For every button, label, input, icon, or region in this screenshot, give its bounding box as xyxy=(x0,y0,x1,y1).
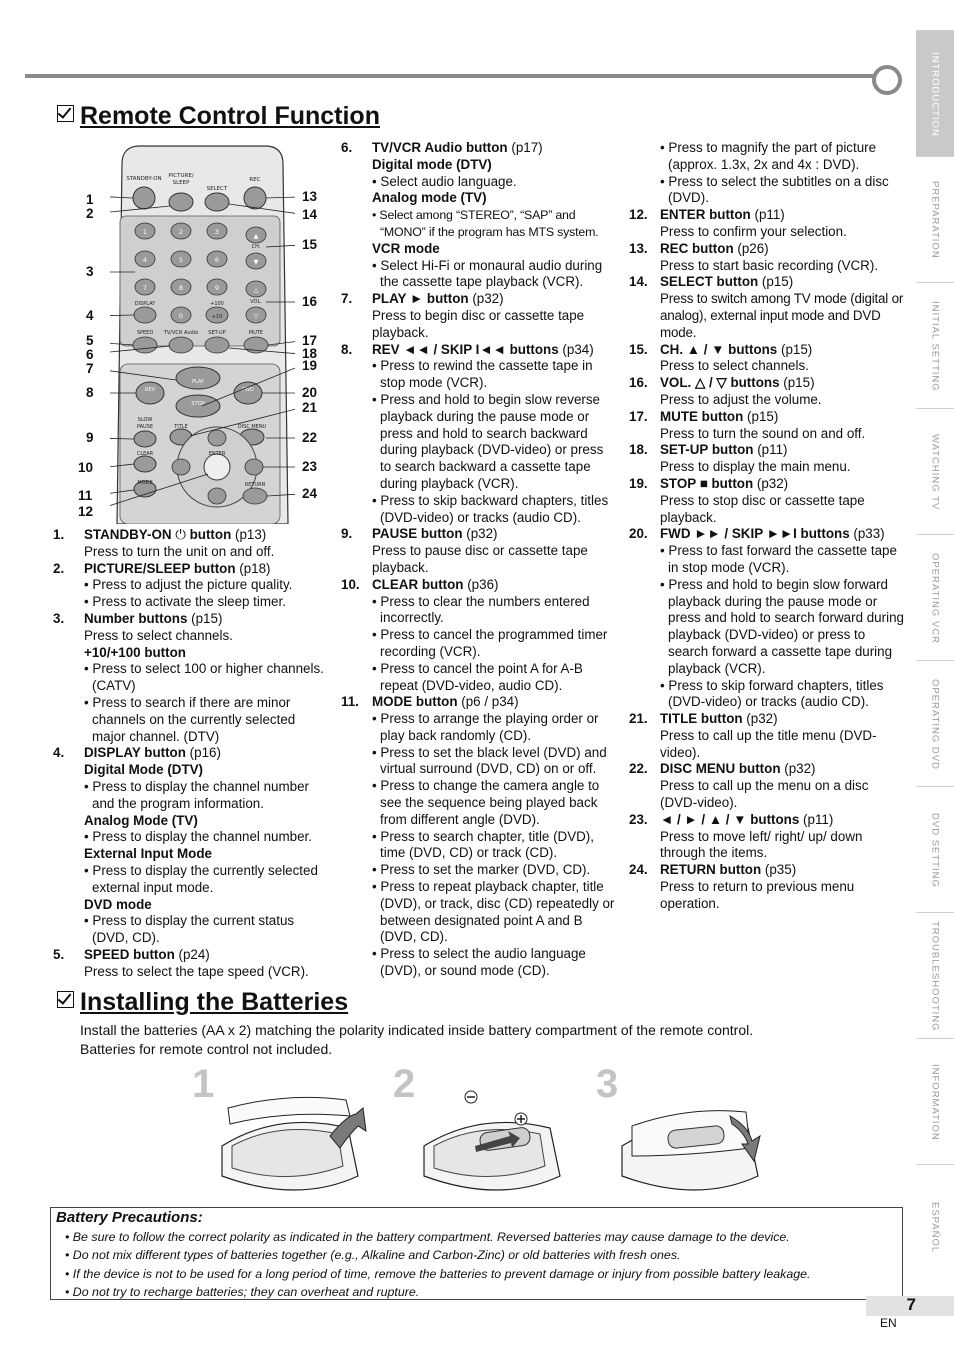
standby-button[interactable] xyxy=(133,187,155,209)
select-button[interactable] xyxy=(205,193,229,211)
tab-watching-tv[interactable]: WATCHING TV xyxy=(916,408,954,535)
tab-operating-dvd[interactable]: OPERATING DVD xyxy=(916,660,954,787)
display-button[interactable] xyxy=(134,307,156,323)
svg-text:3: 3 xyxy=(214,228,220,236)
checkbox-icon xyxy=(57,991,74,1008)
svg-text:▼: ▼ xyxy=(253,258,259,266)
svg-text:CLEAR: CLEAR xyxy=(136,451,154,457)
function-list-col1 xyxy=(53,527,328,981)
setup-button[interactable] xyxy=(205,337,229,353)
up-button[interactable] xyxy=(208,430,226,446)
step-number-1: 1 xyxy=(192,1062,215,1106)
list-item: 15. CH. ▲ / ▼ buttons (p15) Press to select channels. xyxy=(629,341,813,374)
svg-text:PLAY: PLAY xyxy=(191,379,205,385)
svg-text:▲: ▲ xyxy=(253,232,259,240)
language-code: EN xyxy=(880,1316,897,1330)
tab-initial-setting[interactable]: INITIAL SETTING xyxy=(916,282,954,409)
svg-text:8: 8 xyxy=(178,284,184,292)
page-number: 7 xyxy=(906,1295,916,1314)
svg-text:ENTER: ENTER xyxy=(208,451,226,457)
svg-text:TV/VCR Audio: TV/VCR Audio xyxy=(163,330,199,336)
page-number-bar xyxy=(866,1296,954,1316)
list-item: 5. SPEED button (p24) Press to select the tape speed (VCR). xyxy=(53,946,309,979)
label-standby: STANDBY-ON xyxy=(126,176,162,182)
svg-text:+100: +100 xyxy=(210,301,224,307)
pause-button[interactable] xyxy=(134,431,156,447)
label-picture: PICTURE/ xyxy=(168,173,194,179)
list-item: 9. PAUSE button (p32) Press to pause disc or cassette tape playback. xyxy=(341,526,588,575)
list-item: • Do not try to recharge batteries; they can overheat and rupture. xyxy=(65,1284,420,1299)
battery-step1-illustration xyxy=(218,1086,368,1204)
list-item: 21. TITLE button (p32) Press to call up the title menu (DVD-video). xyxy=(629,711,877,760)
tab-introduction[interactable]: INTRODUCTION xyxy=(916,30,954,157)
svg-text:MODE: MODE xyxy=(137,480,153,486)
left-button[interactable] xyxy=(172,459,190,475)
fwd-button[interactable] xyxy=(234,382,262,404)
battery-precautions-box: Battery Precautions: • Be sure to follow the correct polarity as indicated in the battery compartment. Reversed batteries may cause damage to the device. • Do not mix different types of batteries together (e.g., Alkaline and Carbon-Zinc) or old batteries with fresh ones. • If the device is not to be used for a long period of time, remove the batteries to prevent damage or injury from possible battery leakage. • Do not try to recharge batteries; they can overheat and rupture. xyxy=(50,1207,903,1300)
function-list-col2 xyxy=(341,140,617,980)
svg-text:5: 5 xyxy=(178,256,184,264)
svg-text:1: 1 xyxy=(142,228,148,236)
svg-text:TITLE: TITLE xyxy=(174,424,188,430)
picture-sleep-button[interactable] xyxy=(169,193,193,211)
play-button[interactable] xyxy=(176,367,220,389)
svg-text:DISC MENU: DISC MENU xyxy=(237,424,267,430)
list-item: 22. DISC MENU button (p32) Press to call up the menu on a disc (DVD-video). xyxy=(629,761,869,811)
speed-button[interactable] xyxy=(133,337,157,353)
svg-text:+10: +10 xyxy=(211,314,223,320)
svg-text:REV: REV xyxy=(144,387,156,393)
svg-text:▽: ▽ xyxy=(253,312,259,320)
label-select: SELECT xyxy=(206,186,228,192)
clear-button[interactable] xyxy=(134,456,156,472)
list-item: 1. STANDBY-ON ⏻ button (p13) Press to turn the unit on and off. xyxy=(53,527,275,559)
svg-text:0: 0 xyxy=(178,312,184,320)
list-item: 19. STOP ■ button (p32) Press to stop disc or cassette tape playback. xyxy=(629,475,865,525)
list-item: 8. REV ◄◄ / SKIP I◄◄ buttons (p34) • Press to rewind the cassette tape in stop mode (VCR). • Press and hold to begin slow reverse playback during the pause mode or press and hold to search backward during playback (DVD-video) or press to search backward a cassette tape during playback (VCR). • Press to skip backward chapters, titles (DVD-video) or tracks (audio CD). xyxy=(341,341,609,525)
svg-text:2: 2 xyxy=(178,228,184,236)
svg-text:SET-UP: SET-UP xyxy=(208,330,226,336)
right-button[interactable] xyxy=(245,459,263,475)
power-icon: ⏻ xyxy=(175,527,186,542)
header-circle xyxy=(872,65,902,95)
list-item: 11. MODE button (p6 / p34) • Press to arrange the playing order or play back randomly (CD). • Press to set the black level (DVD) and virtual surround (DVD, CD) on or off. • Press to change the camera angle to see the sequence being played back from different angle (DVD). • Press to search chapter, title (DVD), time (DVD, CD) or track (CD). • Press to set the marker (DVD, CD). • Press to repeat playback chapter, title (DVD), or track, disc (CD) repeatedly or between designated point A and B (DVD, CD). • Press to select the audio language (DVD), or sound mode (CD). xyxy=(341,694,615,979)
list-item: 17. MUTE button (p15) Press to turn the sound on and off. xyxy=(629,408,866,441)
battery-step3-illustration xyxy=(618,1086,768,1204)
remote-control-illustration xyxy=(110,144,295,524)
section-title-batteries: Installing the Batteries xyxy=(57,988,348,1017)
svg-text:△: △ xyxy=(253,286,259,294)
svg-text:VOL.: VOL. xyxy=(250,299,262,305)
svg-text:RETURN: RETURN xyxy=(244,482,266,488)
tab-espanol[interactable]: ESPAÑOL xyxy=(916,1164,954,1291)
side-tab-nav xyxy=(916,30,954,1290)
list-item: 20. FWD ►► / SKIP ►►I buttons (p33) • Press to fast forward the cassette tape in stop mode (VCR). • Press and hold to begin slow forward playback during the pause mode or press and hold to search forward during playback (DVD-video) or press to search forward a cassette tape during playback (VCR). • Press to skip forward chapters, titles (DVD-video) or tracks (audio CD). xyxy=(629,526,904,710)
svg-text:6: 6 xyxy=(214,256,220,264)
tab-operating-vcr[interactable]: OPERATING VCR xyxy=(916,534,954,661)
svg-text:PAUSE: PAUSE xyxy=(136,424,154,430)
svg-text:SLOW: SLOW xyxy=(137,417,153,423)
list-item: 18. SET-UP button (p11) Press to display the main menu. xyxy=(629,442,851,475)
list-item: 10. CLEAR button (p36) • Press to clear the numbers entered incorrectly. • Press to cancel the programmed timer recording (VCR). • Press to cancel the point A for A-B repeat (DVD-video, audio CD). xyxy=(341,576,608,693)
tab-troubleshooting[interactable]: TROUBLESHOOTING xyxy=(916,912,954,1039)
enter-button[interactable] xyxy=(204,454,230,480)
list-item: 12. ENTER button (p11) Press to confirm your selection. xyxy=(629,207,847,239)
svg-text:STOP: STOP xyxy=(191,401,205,407)
tv-vcr-audio-button[interactable] xyxy=(169,337,193,353)
step-number-2: 2 xyxy=(393,1062,416,1106)
svg-text:MUTE: MUTE xyxy=(248,330,264,336)
tab-preparation[interactable]: PREPARATION xyxy=(916,156,954,283)
list-item: 14. SELECT button (p15) Press to switch among TV mode (digital or analog), external input mode and DVD mode. xyxy=(629,274,904,340)
list-item: 6. TV/VCR Audio button (p17) Digital mode (DTV) • Select audio language. Analog mode (TV) • Select among “STEREO”, “SAP” and “MONO” if the program has MTS system. VCR mode • Select Hi-Fi or monaural audio during the cassette tape playback (VCR). xyxy=(341,140,603,290)
svg-text:DISPLAY: DISPLAY xyxy=(134,301,156,307)
list-item: • Do not mix different types of batteries together (e.g., Alkaline and Carbon-Zinc) or old batteries with fresh ones. xyxy=(65,1248,681,1263)
section-title-remote: Remote Control Function xyxy=(57,102,380,131)
step-number-3: 3 xyxy=(596,1062,619,1106)
rev-button[interactable] xyxy=(136,382,164,404)
list-item: 23. ◄ / ► / ▲ / ▼ buttons (p11) Press to move left/ right/ up/ down through the items. xyxy=(629,811,863,861)
list-item: • Press to magnify the part of picture (approx. 1.3x, 2x and 4x : DVD). • Press to select the subtitles on a disc (DVD). xyxy=(660,140,889,206)
list-item: • Be sure to follow the correct polarity as indicated in the battery compartment. Reversed batteries may cause damage to the device. xyxy=(65,1230,790,1244)
list-item: 24. RETURN button (p35) Press to return to previous menu operation. xyxy=(629,862,855,911)
list-item: 13. REC button (p26) Press to start basic recording (VCR). xyxy=(629,240,879,273)
return-button[interactable] xyxy=(243,488,267,504)
svg-text:SPEED: SPEED xyxy=(136,330,154,336)
battery-step2-illustration xyxy=(420,1086,570,1204)
checkbox-icon xyxy=(57,105,74,122)
svg-text:4: 4 xyxy=(142,256,148,264)
tab-dvd-setting[interactable]: DVD SETTING xyxy=(916,786,954,913)
list-item: • If the device is not to be used for a long period of time, remove the batteries to prevent damage or injury from possible battery leakage. xyxy=(65,1266,811,1281)
label-rec: REC xyxy=(249,177,261,183)
list-item: 3. Number buttons (p15) Press to select channels. +10/+100 button • Press to select 100 or higher channels. (CATV) • Press to search if there are minor channels on the currently selected major channel. (DTV) xyxy=(53,610,324,744)
down-button[interactable] xyxy=(208,488,226,504)
label-sleep: SLEEP xyxy=(172,180,190,186)
svg-text:7: 7 xyxy=(142,284,148,292)
rec-button[interactable] xyxy=(244,187,266,209)
battery-instructions: Install the batteries (AA x 2) matching the polarity indicated inside battery compartment of the remote control. Batteries for remote control not included. xyxy=(80,1022,754,1057)
tab-information[interactable]: INFORMATION xyxy=(916,1038,954,1165)
list-item: 7. PLAY ► button (p32) Press to begin disc or cassette tape playback. xyxy=(341,291,585,340)
list-item: 4. DISPLAY button (p16) Digital Mode (DTV) • Press to display the channel number and the program information. Analog Mode (TV) • Press to display the channel number. External Input Mode • Press to display the currently selected external input mode. DVD mode • Press to display the current status (DVD, CD). xyxy=(53,745,318,946)
header-rule xyxy=(25,74,885,78)
function-list-col3 xyxy=(629,140,904,913)
svg-text:CH.: CH. xyxy=(251,244,261,250)
svg-text:FWD: FWD xyxy=(242,387,254,393)
list-item: 16. VOL. △ / ▽ buttons (p15) Press to adjust the volume. xyxy=(629,375,822,407)
list-item: 2. PICTURE/SLEEP button (p18) • Press to adjust the picture quality. • Press to activate the sleep timer. xyxy=(53,560,293,610)
svg-text:9: 9 xyxy=(214,284,220,292)
